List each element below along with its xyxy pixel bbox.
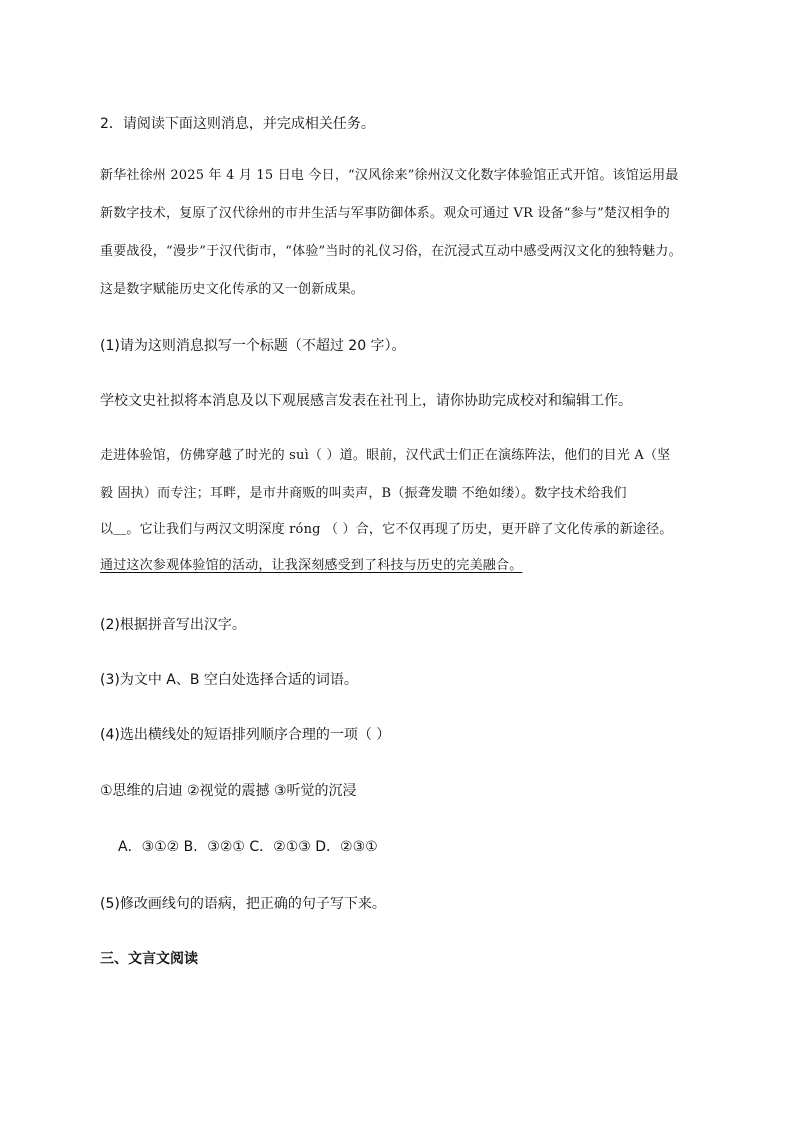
task-5: (5)修改画线句的语病，把正确的句子写下来。 — [100, 896, 386, 912]
essay-line: 以＿。它让我们与两汉文明深度 róng （ ）合，它不仅再现了历史，更开辟了文化传承的新途径。 — [100, 522, 673, 537]
answer-options: A．③①② B．③②① C．②①③ D．②③① — [118, 839, 378, 855]
essay-line: 毅 固执）而专注；耳畔，是市井商贩的叫卖声，B（振聋发聩 不绝如缕）。数字技术给我们 — [100, 486, 627, 501]
task-1: (1)请为这则消息拟写一个标题（不超过 20 字）。 — [100, 338, 406, 354]
news-line: 这是数字赋能历史文化传承的又一创新成果。 — [100, 282, 365, 297]
news-line: 新数字技术，复原了汉代徐州的市井生活与军事防御体系。观众可通过 VR 设备“参与”楚汉相争的 — [100, 206, 670, 221]
phrase-list: ①思维的启迪 ②视觉的震撼 ③听觉的沉浸 — [100, 783, 357, 799]
question-heading: 2．请阅读下面这则消息，并完成相关任务。 — [100, 116, 375, 132]
task-3: (3)为文中 A、B 空白处选择合适的词语。 — [100, 672, 358, 688]
essay-line: 走进体验馆，仿佛穿越了时光的 suì（ ）道。眼前，汉代武士们正在演练阵法，他们的目光 A（坚 — [100, 448, 671, 463]
task-4: (4)选出横线处的短语排列顺序合理的一项（ ） — [100, 727, 391, 743]
section-heading: 三、文言文阅读 — [100, 951, 198, 967]
news-line: 新华社徐州 2025 年 4 月 15 日电 今日，“汉风徐来”徐州汉文化数字体验馆正式开馆。该馆运用最 — [100, 168, 679, 183]
task-2: (2)根据拼音写出汉字。 — [100, 617, 246, 633]
underlined-sentence: 通过这次参观体验馆的活动，让我深刻感受到了科技与历史的完美融合。 — [100, 558, 523, 573]
edit-intro: 学校文史社拟将本消息及以下观展感言发表在社刊上，请你协助完成校对和编辑工作。 — [100, 393, 632, 409]
news-line: 重要战役，“漫步”于汉代街市，“体验”当时的礼仪习俗，在沉浸式互动中感受两汉文化的独特魅力。 — [100, 244, 682, 259]
